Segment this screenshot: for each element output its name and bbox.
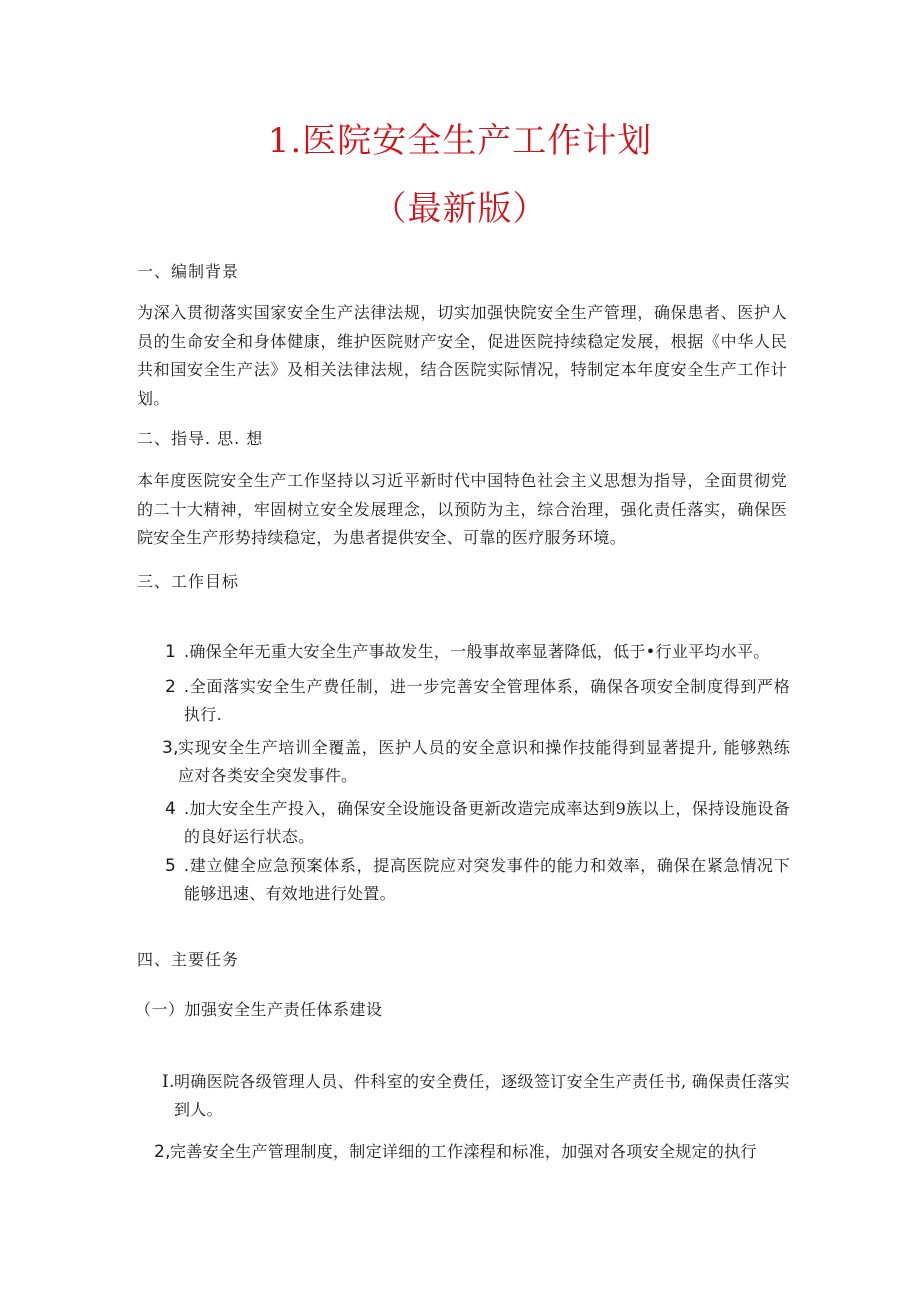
goal-item-5 [160, 852, 790, 910]
section-heading-main-tasks: 四、主要任务 [137, 950, 240, 969]
goal-item-2 [160, 673, 790, 731]
goal-item-4 [160, 795, 790, 853]
task-item-text: 完善安全生产管理制度，制定详细的工作滦程和标准，加强对各项安全规定的执行 [170, 1142, 757, 1161]
goal-item-number: 1 [165, 642, 177, 662]
goal-item-text: .建立健全应急预案体系，提高医院应对突发事件的能力和效率，确保在紧急情况下能够迅速、有效地进行处置。 [184, 856, 790, 903]
goal-item-number: 5 [165, 856, 177, 876]
document-subtitle: （最新版） [372, 189, 548, 229]
goal-item-number: 2 [165, 677, 177, 697]
document-title: 1.医院安全生产工作计划 [267, 121, 653, 161]
goal-item-number: 4 [165, 799, 177, 819]
goal-item-number: 3, [162, 738, 179, 758]
goal-item-1 [160, 638, 790, 668]
task-item-text: 明确医院各级管理人员、件科室的安全费任，逐级签订安全生产责任书, 确保责任落实到人。 [174, 1072, 790, 1119]
section-text-guiding-ideology: 本年度医院安全生产工作坚持以习近平新时代中国特色社会主义思想为指导，全面贯彻党的二十大精神，牢固树立安全发展理念，以预防为主，综合治理，强化责任落实，确保医院安全生产形势持续稳定，为患者提供安全、可靠的医疗服务环境。 [137, 471, 787, 547]
task-item-number: 2, [154, 1142, 171, 1162]
section-heading-work-goals: 三、工作目标 [137, 572, 240, 591]
goal-item-3 [162, 734, 790, 792]
section-heading-background: 一、编制背景 [137, 262, 240, 281]
goal-item-text: 实现安全生产培训全覆盖，医护人员的安全意识和操作技能得到显著提升, 能够熟练应对各类安全突发事件。 [178, 738, 790, 785]
task-item-1 [160, 1068, 790, 1126]
goal-item-text: .全面落实安全生产费任制，进一步完善安全管理体系，确保各项安全制度得到严格执行. [184, 677, 790, 724]
goal-item-text: .确保全年无重大安全生产事故发生，一般事故率显著降低，低于•行业平均水平。 [184, 642, 770, 661]
section-text-background: 为深入贯彻落实国家安全生产法律法规，切实加强快院安全生产管理，确保患者、医护人员的生命安全和身体健康，维护医院财产安全，促进医院持续稳定发展，根据《中华人民共和国安全生产法》及相关法律法规，结合医院实际情况，特制定本年度安全生产工作计划。 [137, 303, 787, 408]
task-item-2 [154, 1138, 790, 1168]
goal-item-text: .加大安全生产投入，确保安全设施设备更新改造完成率达到9族以上，保持设施设备的良好运行状态。 [184, 799, 790, 846]
section-heading-guiding-ideology: 二、指导. 思. 想 [137, 429, 264, 448]
task-item-number: I. [162, 1072, 175, 1092]
subsection-heading-responsibility: （一）加强安全生产责任体系建设 [135, 1000, 383, 1019]
